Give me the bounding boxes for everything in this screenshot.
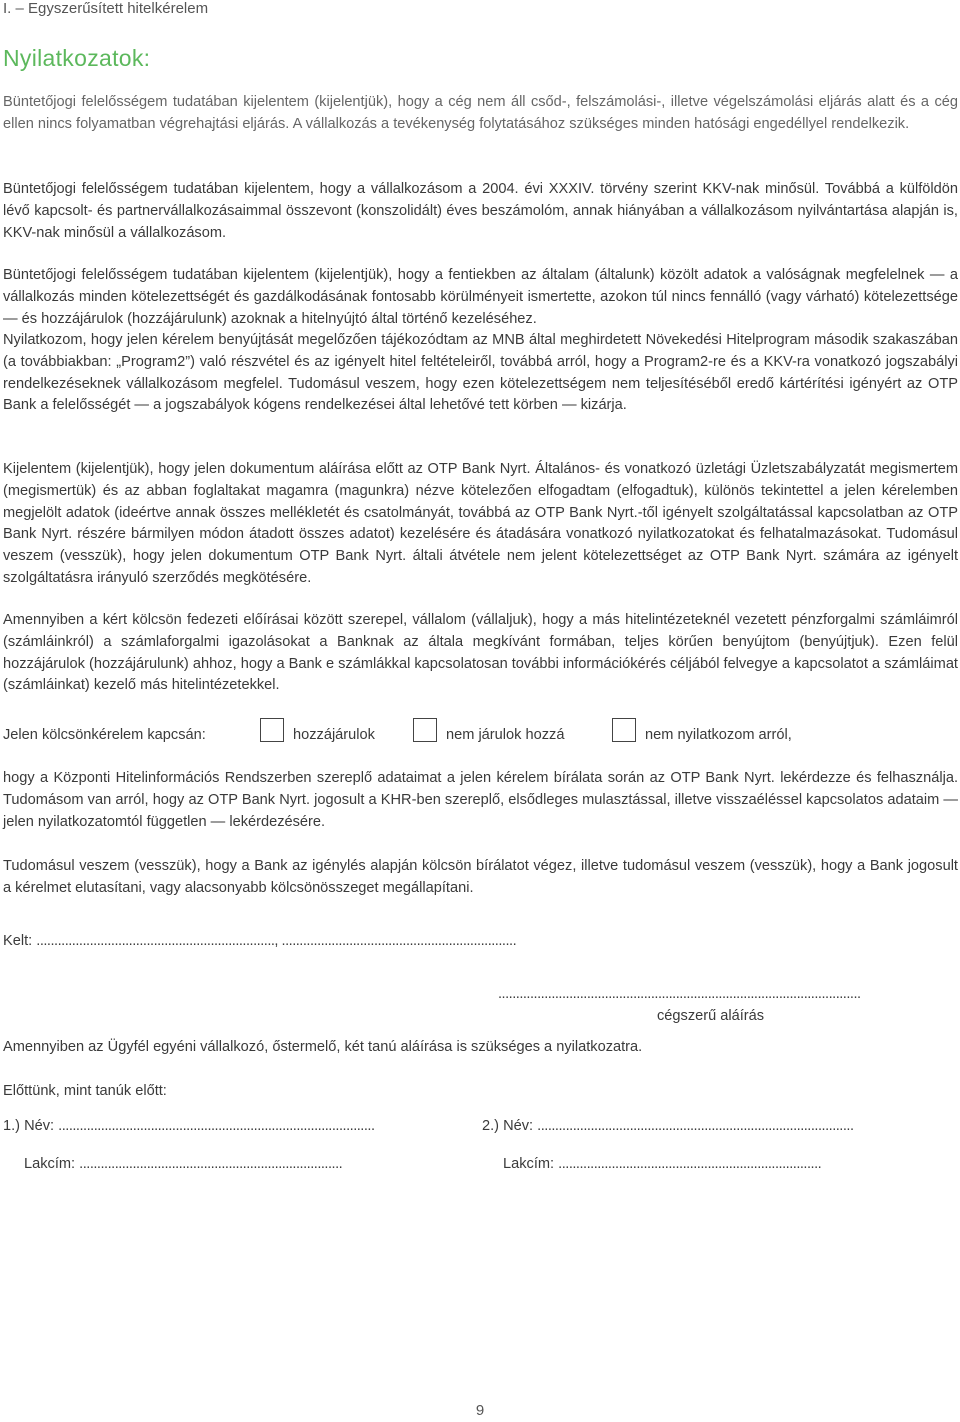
witness-2-name-dots: .........................................................................................	[537, 1118, 854, 1134]
declaration-paragraph-6: Amennyiben a kért kölcsön fedezeti előírásai között szerepel, vállalom (vállaljuk), hogy a más hitelintézeteknél vezetett pénzforgalmi számláimról (számláinkról) a számlaforgalmi igazolásokat a Banknak az általa megkívánt formában, teljes körűen benyújtom (benyújtjuk). Ezen felül hozzájárulok (hozzájárulunk) ahhoz, hogy a Bank e számlákkal kapcsolatosan további információkérés céljából felvegye a kapcsolatot a számláimat (számláinkat) kezelő más hitelintézetekkel.	[3, 612, 958, 694]
consent-option-no-statement: nem nyilatkozom arról,	[645, 727, 792, 743]
date-line[interactable]	[3, 931, 516, 951]
witnesses-label: Előttünk, mint tanúk előtt:	[3, 1083, 167, 1099]
date-label: Kelt:	[3, 933, 33, 949]
witness-1-address-label: Lakcím:	[24, 1156, 76, 1172]
witness-2-name-label: 2.) Név:	[482, 1118, 534, 1134]
consent-checkbox-agree[interactable]	[260, 718, 284, 742]
witness-2-name-line[interactable]	[482, 1116, 854, 1136]
declaration-paragraph-3: Büntetőjogi felelősségem tudatában kijelentem (kijelentjük), hogy a fentiekben az általam (általunk) közölt adatok a valóságnak megfelelnek — a vállalkozás minden kötelezettségét és gazdálkodásának fontosabb körülményeit ismertette, azokon túl nincs fennálló (vagy várható) kötelezettsége — és hozzájárulok (hozzájárulunk) azoknak a hitelnyújtó által történő kezeléséhez.	[3, 267, 958, 327]
khr-consent-row	[3, 716, 958, 754]
witness-1-name-label: 1.) Név:	[3, 1118, 55, 1134]
witness-1-address-line[interactable]	[24, 1154, 342, 1174]
declaration-paragraph-8: Tudomásul veszem (vesszük), hogy a Bank az igénylés alapján kölcsön bírálatot végez, illetve tudomásul veszem (vesszük), hogy a Bank jogosult a kérelmet elutasítani, vagy alacsonyabb kölcsönösszeget megállapítani.	[3, 858, 958, 896]
consent-option-decline: nem járulok hozzá	[446, 727, 565, 743]
witness-1-name-line[interactable]	[3, 1116, 375, 1136]
declaration-paragraph-4: Nyilatkozom, hogy jelen kérelem benyújtását megelőzően tájékozódtam az MNB által meghirdetett Növekedési Hitelprogram második szakaszában (a továbbiakban: „Program2”) való részvétel és az igényelt hitel feltételeiről, továbbá arról, hogy a Program2-re és a KKV-ra vonatkozó jogszabályi rendelkezéseknek vállalkozásom megfelel. Tudomásul veszem, hogy ezen kötelezettségem nem teljesítéséből eredő kártérítési igényért az OTP Bank a felelősségét — a jogszabályok kógens rendelkezései által lehetővé tett körben — kizárja.	[3, 332, 958, 414]
witness-1-address-dots: ..........................................................................	[79, 1156, 343, 1172]
date-dots: ..................................................................., ..................................................................	[36, 933, 517, 949]
declaration-paragraph-5: Kijelentem (kijelentjük), hogy jelen dokumentum aláírása előtt az OTP Bank Nyrt. Általános- és vonatkozó üzletági Üzletszabályzatát megismertem (megismertük) és az abban foglaltakat magamra (magunkra) nézve kötelezően elfogadtam (elfogadtuk), különös tekintettel a jelen kérelemben megjelölt adatok (ideértve annak összes mellékletét és csatolmányát, továbbá az OTP Bank Nyrt.-től igényelt szolgáltatással kapcsolatban az OTP Bank Nyrt. részére bármilyen módon átadott összes adatot) kezelésére és átadására vonatkozó nyilatkozatokat és felhatalmazásokat. Tudomásul veszem (vesszük), hogy jelen dokumentum OTP Bank Nyrt. általi átvétele nem jelent kötelezettséget az OTP Bank Nyrt. számára az igényelt szolgáltatásra irányuló szerződés megkötésére.	[3, 461, 958, 586]
witness-2-address-dots: ..........................................................................	[558, 1156, 822, 1172]
declaration-paragraph-1: Büntetőjogi felelősségem tudatában kijelentem (kijelentjük), hogy a cég nem áll csőd-, felszámolási-, illetve végelszámolási eljárás alatt és a cég ellen nincs folyamatban végrehajtási eljárás. A vállalkozás a tevékenység folytatásához szükséges minden hatósági engedéllyel rendelkezik.	[3, 94, 958, 132]
individual-entrepreneur-note: Amennyiben az Ügyfél egyéni vállalkozó, őstermelő, két tanú aláírása is szükséges a nyilatkozatra.	[3, 1039, 643, 1055]
page-title: Nyilatkozatok:	[3, 45, 151, 71]
declaration-paragraph-2: Büntetőjogi felelősségem tudatában kijelentem, hogy a vállalkozásom a 2004. évi XXXIV. törvény szerint KKV-nak minősül. Továbbá a külföldön lévő kapcsolt- és partnervállalkozásaimmal összevont (konszolidált) éves beszámolóm, annak hiányában a vállalkozásom nyilvántartása alapján is, KKV-nak minősül a vállalkozásom.	[3, 181, 958, 241]
witness-1-name-dots: .........................................................................................	[58, 1118, 375, 1134]
consent-checkbox-no-statement[interactable]	[612, 718, 636, 742]
page-number: 9	[475, 1402, 485, 1419]
witness-2-address-label: Lakcím:	[503, 1156, 555, 1172]
signature-label: cégszerű aláírás	[657, 1008, 765, 1024]
witness-2-address-line[interactable]	[503, 1154, 821, 1174]
consent-option-agree: hozzájárulok	[293, 727, 375, 743]
consent-label: Jelen kölcsönkérelem kapcsán:	[3, 727, 206, 743]
section-header: I. – Egyszerűsített hitelkérelem	[3, 0, 209, 17]
consent-checkbox-decline[interactable]	[413, 718, 437, 742]
signature-line[interactable]: ......................................................................................................	[498, 986, 861, 1002]
declaration-paragraph-7: hogy a Központi Hitelinformációs Rendszerben szereplő adataimat a jelen kérelem bírálata során az OTP Bank Nyrt. lekérdezze és felhasználja. Tudomásom van arról, hogy az OTP Bank Nyrt. jogosult a KHR-ben szereplő, elsődleges mulasztással, illetve visszaéléssel kapcsolatos adataim — jelen nyilatkozatomtól független — lekérdezésére.	[3, 770, 958, 830]
